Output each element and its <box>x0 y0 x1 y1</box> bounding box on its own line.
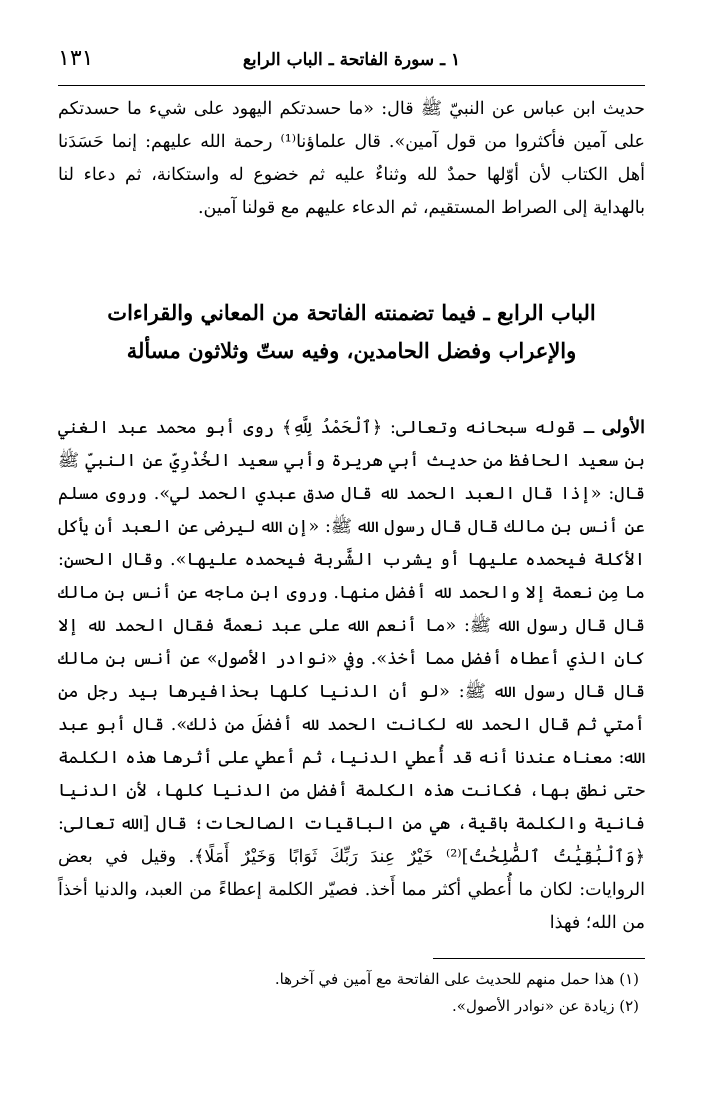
running-title: ١ ـ سورة الفاتحة ـ الباب الرابع <box>242 50 461 70</box>
section-heading-line-1: الباب الرابع ـ فيما تضمنته الفاتحة من المعاني والقراءات <box>107 300 596 325</box>
main-paragraph-text: ـ قوله سبحانه وتعالى: ﴿ٱلْحَمْدُ لِلَّهِ﴾ روى أبو محمد عبد الغني بن سعيد الحافظ من حديث أبي هريرة وأبي سعيد الخُدْرِيّ عن النبيّ ﷺ قال: «إذا قال العبد الحمد لله قال صدق عبدي الحمد لي». وروى مسلم عن أنس بن مالك قال قال رسول الله ﷺ: «إن الله ليرضى عن العبد أن يأكل الأكلة فيحمده عليها أو يشرب الشَّربة فيحمده عليها». وقال الحسن: ما مِن نعمة إلا والحمد لله أفضل منها. وروى ابن ماجه عن أنس بن مالك قال قال رسول الله ﷺ: «ما أنعم الله على عبد نعمةً فقال الحمد لله إلا كان الذي أعطاه أفضل مما أخذ». وفي «نوادر الأصول» عن أنس بن مالك قال قال رسول الله ﷺ: «لو أن الدنيا كلها بحذافيرها بيد رجل من أمتي ثم قال الحمد لله لكانت الحمد لله أفضلَ من ذلك». قال أبو عبد الله: معناه عندنا أنه قد أُعطي الدنيا، ثم أعطي على أثرها هذه الكلمة حتى نطق بها، فكانت هذه الكلمة أفضل من الدنيا كلها، لأن الدنيا فانية والكلمة باقية، هي من الباقيات الصالحات؛ قال [الله تعالى: ﴿وَٱلْبَٰقِيَٰتُ ٱلصَّٰلِحَٰتُ]⁽²⁾ خَيْرٌ عِندَ رَبِّكَ ثَوَابًا وَخَيْرٌ أَمَلًا﴾. وقيل في بعض الروايات: لكان ما أُعطي أكثر مما أَخذ. فصيّر الكلمة إعطاءً من العبد، والدنيا أخذاً من الله؛ فهذا <box>58 418 645 933</box>
page-header <box>58 44 645 84</box>
section-heading <box>58 294 645 370</box>
intro-paragraph: حديث ابن عباس عن النبيّ ﷺ قال: «ما حسدتكم اليهود على شيء ما حسدتكم على آمين فأكثروا من قول آمين». قال علماؤنا⁽¹⁾ رحمة الله عليهم: إنما حَسَدَنا أهل الكتاب لأن أوّلها حمدٌ لله وثناءٌ عليه ثم خضوع له واستكانة، ثم دعاء لنا بالهداية إلى الصراط المستقيم، ثم الدعاء عليهم مع قولنا آمين. <box>58 99 646 218</box>
page-number: ١٣١ <box>58 46 94 71</box>
section-heading-line-2: والإعراب وفضل الحامدين، وفيه ستّ وثلاثون مسألة <box>126 338 577 363</box>
main-paragraph <box>58 412 645 940</box>
footnote-rule <box>433 958 645 959</box>
issue-lead-word: الأولى <box>601 418 645 438</box>
header-rule <box>58 85 645 86</box>
footnote-1: (١) هذا حمل منهم للحديث على الفاتحة مع آمين في آخرها. <box>274 970 639 988</box>
footnotes <box>58 966 645 1020</box>
footnote-2: (٢) زيادة عن «نوادر الأصول». <box>452 997 639 1015</box>
